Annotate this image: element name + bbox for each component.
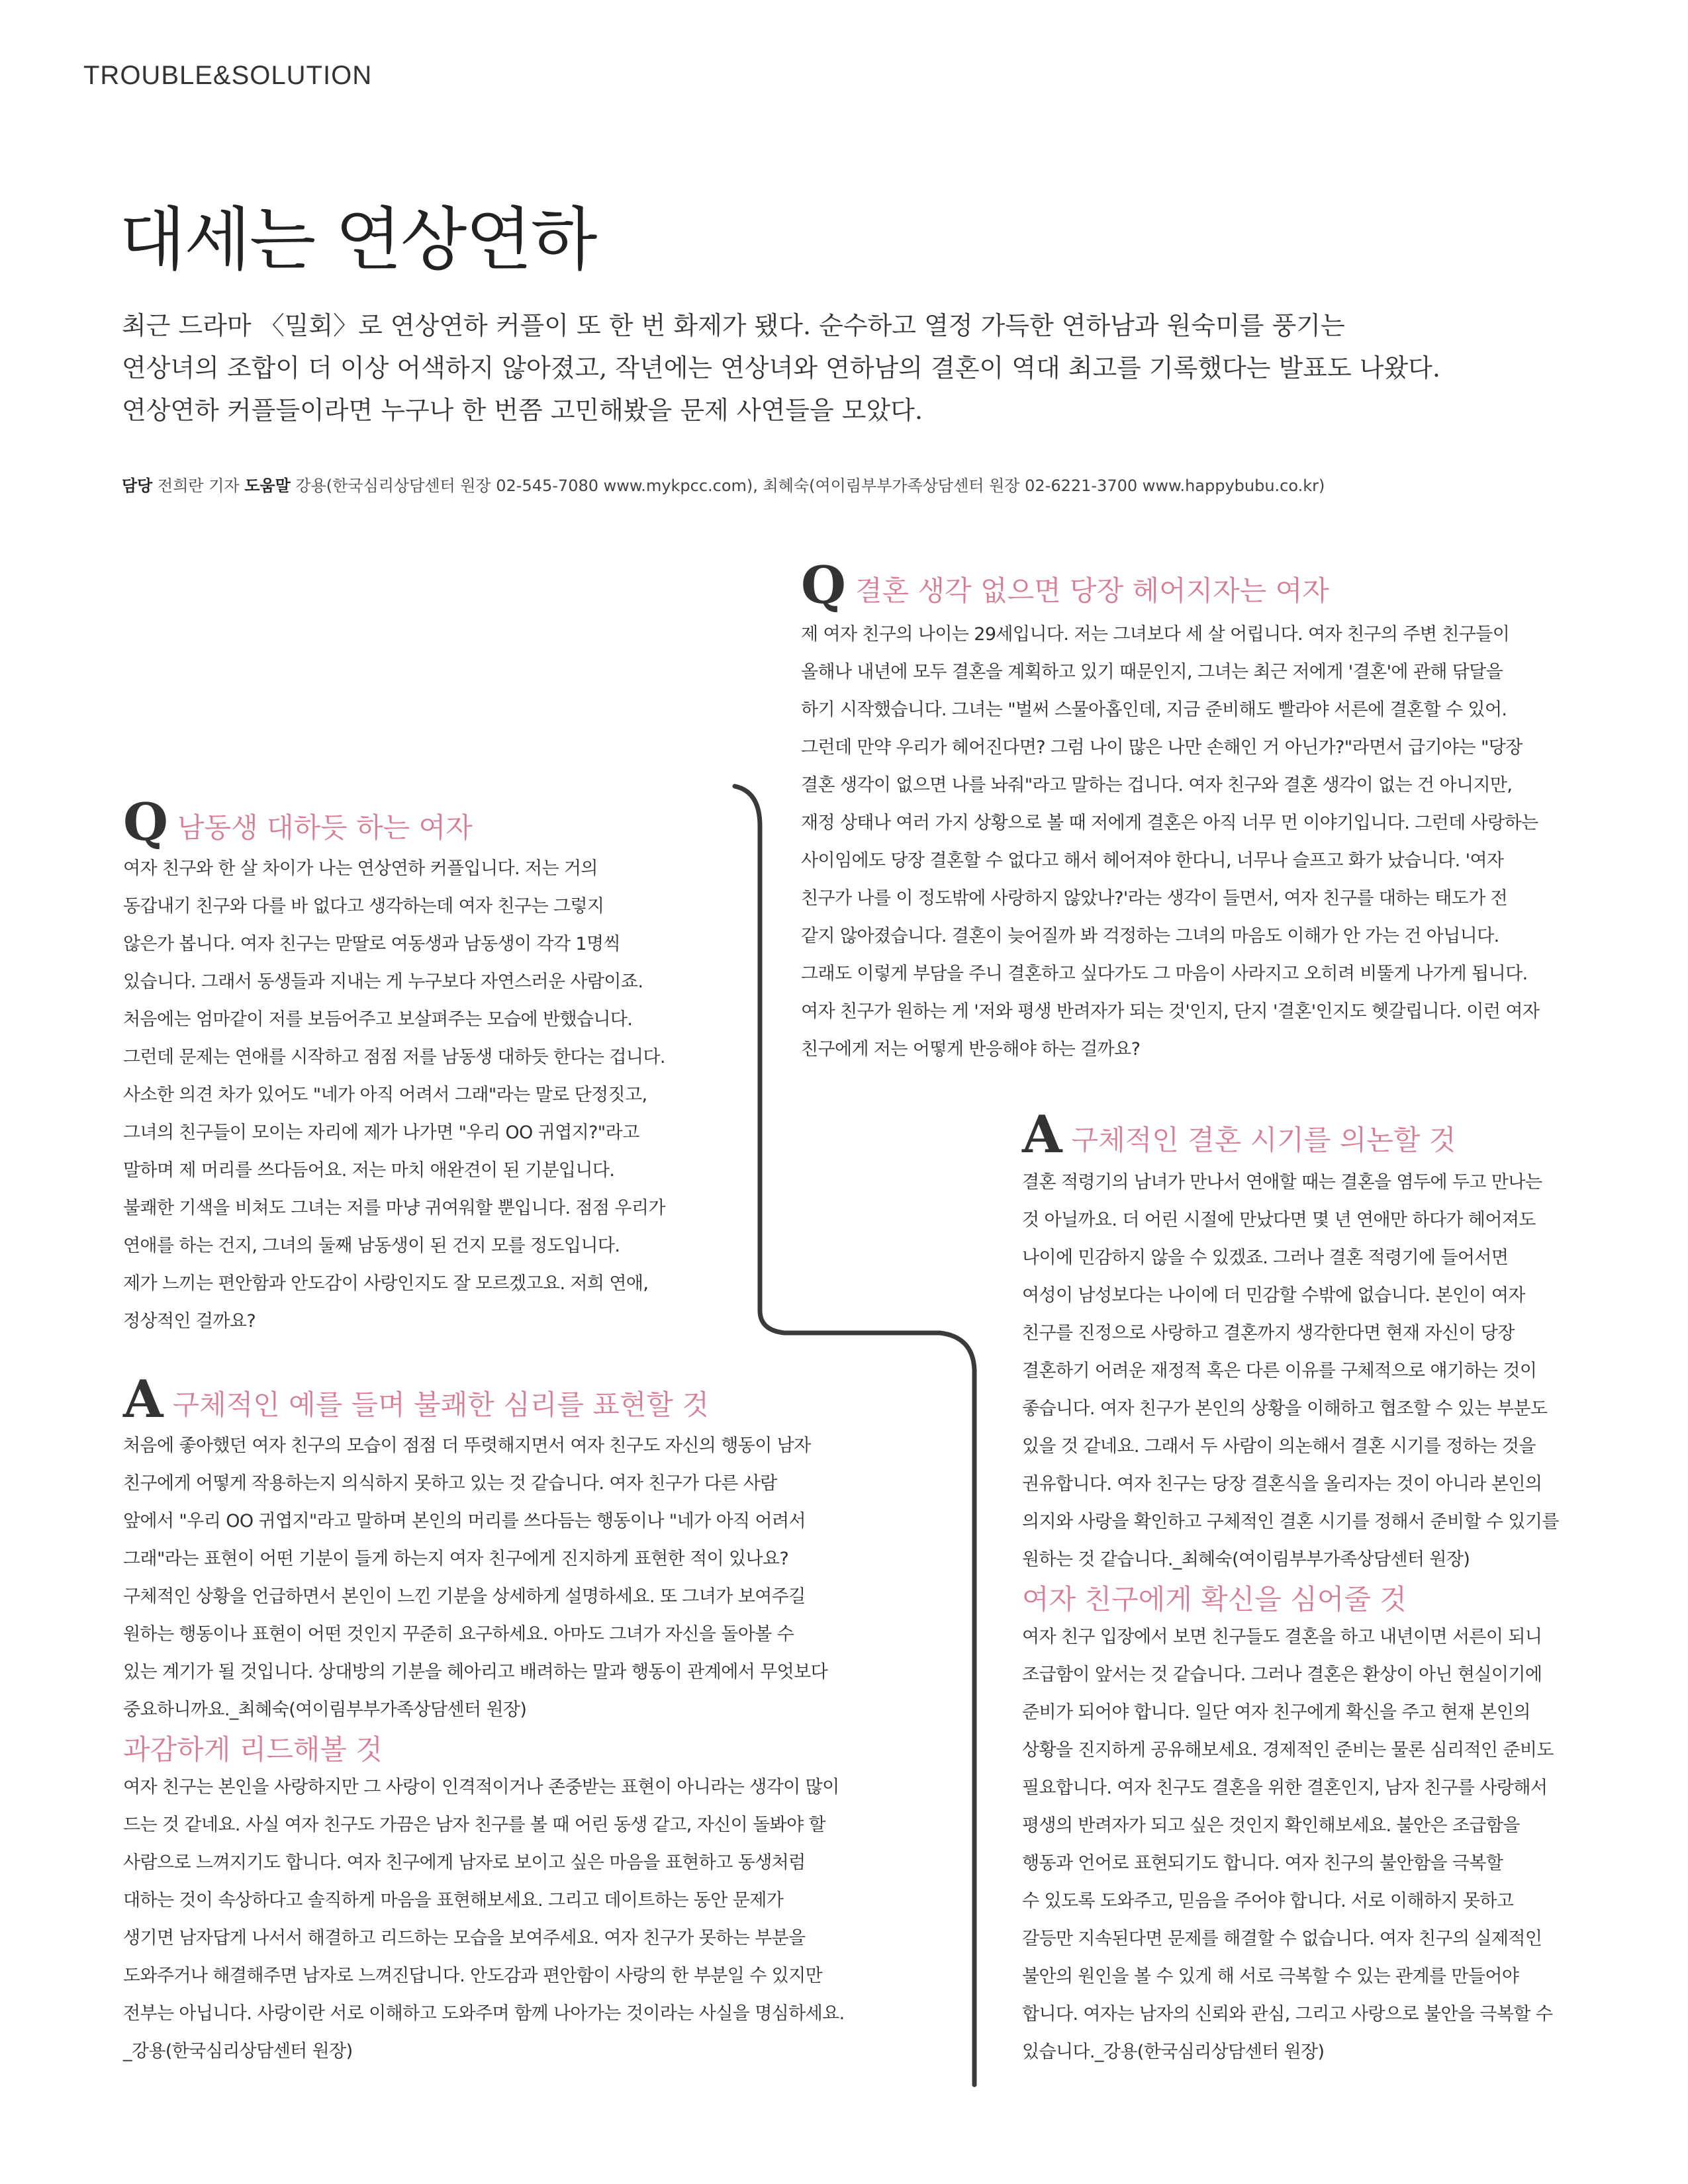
credits-help: 강용(한국심리상담센터 원장 02-545-7080 www.mykpcc.com), 최혜숙(여이림부부가족상담센터 원장 02-6221-3700 www.happybubu.co.kr) <box>295 477 1325 495</box>
body-line: 원하는 행동이나 표현이 어떤 것인지 꾸준히 요구하세요. 아마도 그녀가 자신을 돌아볼 수 <box>123 1624 794 1645</box>
body-line: 여자 친구는 본인을 사랑하지만 그 사랑이 인격적이거나 존중받는 표현이 아니라는 생각이 많이 <box>123 1777 839 1798</box>
answer-1-body-2 <box>1022 1618 1559 2071</box>
body-line: 친구가 나를 이 정도밖에 사랑하지 않았나?'라는 생각이 들면서, 여자 친구를 대하는 태도가 전 <box>801 888 1508 909</box>
intro <box>122 304 1618 432</box>
body-line: 불쾌한 기색을 비쳐도 그녀는 저를 마냥 귀여워할 뿐입니다. 점점 우리가 <box>123 1198 665 1219</box>
body-line: 중요하니까요._최혜숙(여이림부부가족상담센터 원장) <box>123 1700 527 1721</box>
q-letter: Q <box>123 792 168 852</box>
page-title: 대세는 연상연하 <box>119 199 596 280</box>
body-line: 합니다. 여자는 남자의 신뢰와 관심, 그리고 사랑으로 불안을 극복할 수 <box>1022 2004 1553 2025</box>
body-line: 여자 친구와 한 살 차이가 나는 연상연하 커플입니다. 저는 거의 <box>123 858 598 880</box>
question-1-heading <box>801 555 1539 615</box>
body-line: 결혼 생각이 없으면 나를 놔줘"라고 말하는 겁니다. 여자 친구와 결혼 생각이 없는 건 아니지만, <box>801 775 1513 796</box>
body-line: 여자 친구 입장에서 보면 친구들도 결혼을 하고 내년이면 서른이 되니 <box>1022 1627 1542 1648</box>
q-letter: Q <box>801 555 846 615</box>
question-2-title: 남동생 대하듯 하는 여자 <box>177 811 473 844</box>
body-line: 여자 친구가 원하는 게 '저와 평생 반려자가 되는 것'인지, 단지 '결혼'인지도 헷갈립니다. 이런 여자 <box>801 1001 1540 1023</box>
body-line: 그래도 이렇게 부담을 주니 결혼하고 싶다가도 그 마음이 사라지고 오히려 비뚤게 나가게 됩니다. <box>801 964 1528 985</box>
credits <box>122 473 1644 496</box>
body-line: 권유합니다. 여자 친구는 당장 결혼식을 올리자는 것이 아니라 본인의 <box>1022 1474 1542 1495</box>
body-line: 제가 느끼는 편안함과 안도감이 사랑인지도 잘 모르겠고요. 저희 연애, <box>123 1273 649 1295</box>
body-line: 결혼 적령기의 남녀가 만나서 연애할 때는 결혼을 염두에 두고 만나는 <box>1022 1172 1542 1193</box>
credits-editor-label: 담당 <box>122 477 153 495</box>
body-line: 필요합니다. 여자 친구도 결혼을 위한 결혼인지, 남자 친구를 사랑해서 <box>1022 1778 1548 1799</box>
body-line: 친구를 진정으로 사랑하고 결혼까지 생각한다면 현재 자신이 당장 <box>1022 1323 1515 1344</box>
body-line: 동갑내기 친구와 다를 바 없다고 생각하는데 여자 친구는 그렇지 <box>123 896 604 917</box>
body-line: 생기면 남자답게 나서서 해결하고 리드하는 모습을 보여주세요. 여자 친구가 못하는 부분을 <box>123 1928 806 1949</box>
answer-1-subheading: 여자 친구에게 확신을 심어줄 것 <box>1022 1583 1407 1616</box>
body-line: 좋습니다. 여자 친구가 본인의 상황을 이해하고 협조할 수 있는 부분도 <box>1022 1398 1548 1420</box>
answer-2-subheading: 과감하게 리드해볼 것 <box>123 1733 383 1766</box>
body-line: 준비가 되어야 합니다. 일단 여자 친구에게 확신을 주고 현재 본인의 <box>1022 1702 1530 1723</box>
body-line: 재정 상태나 여러 가지 상황으로 볼 때 저에게 결혼은 아직 너무 먼 이야기입니다. 그런데 사랑하는 <box>801 813 1538 834</box>
answer-1-body <box>1022 1163 1559 1578</box>
body-line: 행동과 언어로 표현되기도 합니다. 여자 친구의 불안함을 극복할 <box>1022 1853 1503 1874</box>
body-line: 친구에게 어떻게 작용하는지 의식하지 못하고 있는 것 같습니다. 여자 친구가 다른 사람 <box>123 1473 777 1494</box>
credits-help-label: 도움말 <box>244 477 291 495</box>
body-line: 불안의 원인을 볼 수 있게 해 서로 극복할 수 있는 관계를 만들어야 <box>1022 1966 1519 1987</box>
body-line: 그녀의 친구들이 모이는 자리에 제가 나가면 "우리 OO 귀엽지?"라고 <box>123 1122 639 1144</box>
body-line: 말하며 제 머리를 쓰다듬어요. 저는 마치 애완견이 된 기분입니다. <box>123 1160 615 1181</box>
credits-editor: 전희란 기자 <box>158 477 240 495</box>
question-2-heading <box>123 792 665 852</box>
intro-line: 연상녀의 조합이 더 이상 어색하지 않아졌고, 작년에는 연상녀와 연하남의 결혼이 역대 최고를 기록했다는 발표도 나왔다. <box>122 353 1440 383</box>
answer-2-title: 구체적인 예를 들며 불쾌한 심리를 표현할 것 <box>172 1388 709 1421</box>
body-line: 그런데 만약 우리가 헤어진다면? 그럼 나이 많은 나만 손해인 거 아닌가?"라면서 급기야는 "당장 <box>801 737 1523 758</box>
body-line: 사소한 의견 차가 있어도 "네가 아직 어려서 그래"라는 말로 단정짓고, <box>123 1085 647 1106</box>
body-line: 평생의 반려자가 되고 싶은 것인지 확인해보세요. 불안은 조급함을 <box>1022 1815 1520 1837</box>
answer-2-body-2 <box>123 1768 845 2070</box>
answer-1 <box>1022 1105 1559 2071</box>
body-line: 올해나 내년에 모두 결혼을 계획하고 있기 때문인지, 그녀는 최근 저에게 '결혼'에 관해 닦달을 <box>801 662 1503 683</box>
body-line: 드는 것 같네요. 사실 여자 친구도 가끔은 남자 친구를 볼 때 어린 동생 같고, 자신이 돌봐야 할 <box>123 1815 826 1836</box>
body-line: 처음에는 엄마같이 저를 보듬어주고 보살펴주는 모습에 반했습니다. <box>123 1009 633 1030</box>
body-line: 않은가 봅니다. 여자 친구는 맏딸로 여동생과 남동생이 각각 1명씩 <box>123 934 620 955</box>
body-line: 전부는 아닙니다. 사랑이란 서로 이해하고 도와주며 함께 나아가는 것이라는 사실을 명심하세요. <box>123 2003 845 2025</box>
body-line: 정상적인 걸까요? <box>123 1311 256 1332</box>
body-line: 여성이 남성보다는 나이에 더 민감할 수밖에 없습니다. 본인이 여자 <box>1022 1285 1525 1306</box>
intro-line: 연상연하 커플들이라면 누구나 한 번쯤 고민해봤을 문제 사연들을 모았다. <box>122 396 923 425</box>
body-line: 그런데 문제는 연애를 시작하고 점점 저를 남동생 대하듯 한다는 겁니다. <box>123 1047 665 1068</box>
answer-1-heading <box>1022 1105 1559 1165</box>
answer-2-heading <box>123 1369 845 1430</box>
question-1-body <box>801 615 1539 1068</box>
body-line: 사람으로 느껴지기도 합니다. 여자 친구에게 남자로 보이고 싶은 마음을 표현하고 동생처럼 <box>123 1852 806 1874</box>
section-tag: TROUBLE&SOLUTION <box>83 61 373 90</box>
body-line: 같지 않아졌습니다. 결혼이 늦어질까 봐 걱정하는 그녀의 마음도 이해가 안 가는 건 아닙니다. <box>801 926 1499 947</box>
body-line: 처음에 좋아했던 여자 친구의 모습이 점점 더 뚜렷해지면서 여자 친구도 자신의 행동이 남자 <box>123 1435 811 1457</box>
body-line: 친구에게 저는 어떻게 반응해야 하는 걸까요? <box>801 1039 1141 1060</box>
a-letter: A <box>1022 1105 1062 1165</box>
body-line: 원하는 것 같습니다._최혜숙(여이림부부가족상담센터 원장) <box>1022 1549 1470 1570</box>
a-letter: A <box>123 1369 164 1430</box>
body-line: 구체적인 상황을 언급하면서 본인이 느낀 기분을 상세하게 설명하세요. 또 그녀가 보여주길 <box>123 1586 806 1608</box>
intro-line: 최근 드라마 〈밀회〉로 연상연하 커플이 또 한 번 화제가 됐다. 순수하고 열정 가득한 연하남과 원숙미를 풍기는 <box>122 311 1345 340</box>
body-line: 대하는 것이 속상하다고 솔직하게 마음을 표현해보세요. 그리고 데이트하는 동안 문제가 <box>123 1890 784 1911</box>
body-line: 것 아닐까요. 더 어린 시절에 만났다면 몇 년 연애만 하다가 헤어져도 <box>1022 1210 1536 1231</box>
body-line: 상황을 진지하게 공유해보세요. 경제적인 준비는 물론 심리적인 준비도 <box>1022 1740 1554 1761</box>
body-line: 있습니다._강용(한국심리상담센터 원장) <box>1022 2042 1325 2063</box>
body-line: 수 있도록 도와주고, 믿음을 주어야 합니다. 서로 이해하지 못하고 <box>1022 1891 1514 1912</box>
body-line: _강용(한국심리상담센터 원장) <box>123 2041 353 2062</box>
question-2-body <box>123 850 665 1340</box>
body-line: 연애를 하는 건지, 그녀의 둘째 남동생이 된 건지 모를 정도입니다. <box>123 1236 620 1257</box>
body-line: 그래"라는 표현이 어떤 기분이 들게 하는지 여자 친구에게 진지하게 표현한 적이 있나요? <box>123 1549 789 1570</box>
body-line: 나이에 민감하지 않을 수 있겠죠. 그러나 결혼 적령기에 들어서면 <box>1022 1248 1509 1269</box>
body-line: 앞에서 "우리 OO 귀엽지"라고 말하며 본인의 머리를 쓰다듬는 행동이나 "네가 아직 어려서 <box>123 1511 806 1532</box>
answer-2-body <box>123 1427 845 1729</box>
body-line: 하기 시작했습니다. 그녀는 "벌써 스물아홉인데, 지금 준비해도 빨라야 서른에 결혼할 수 있어. <box>801 700 1507 721</box>
question-1-title: 결혼 생각 없으면 당장 헤어지자는 여자 <box>855 574 1329 607</box>
body-line: 조급함이 앞서는 것 같습니다. 그러나 결혼은 환상이 아닌 현실이기에 <box>1022 1664 1542 1686</box>
body-line: 결혼하기 어려운 재정적 혹은 다른 이유를 구체적으로 얘기하는 것이 <box>1022 1361 1537 1382</box>
body-line: 있는 계기가 될 것입니다. 상대방의 기분을 헤아리고 배려하는 말과 행동이 관계에서 무엇보다 <box>123 1662 828 1683</box>
body-line: 제 여자 친구의 나이는 29세입니다. 저는 그녀보다 세 살 어립니다. 여자 친구의 주변 친구들이 <box>801 624 1510 645</box>
answer-1-title: 구체적인 결혼 시기를 의논할 것 <box>1071 1123 1456 1156</box>
body-line: 있습니다. 그래서 동생들과 지내는 게 누구보다 자연스러운 사람이죠. <box>123 972 643 993</box>
answer-2 <box>123 1369 845 2070</box>
body-line: 의지와 사랑을 확인하고 구체적인 결혼 시기를 정해서 준비할 수 있기를 <box>1022 1512 1559 1533</box>
question-2 <box>123 792 665 1340</box>
body-line: 도와주거나 해결해주면 남자로 느껴진답니다. 안도감과 편안함이 사랑의 한 부분일 수 있지만 <box>123 1966 823 1987</box>
body-line: 있을 것 같네요. 그래서 두 사람이 의논해서 결혼 시기를 정하는 것을 <box>1022 1436 1536 1457</box>
question-1 <box>801 555 1540 1068</box>
body-line: 사이임에도 당장 결혼할 수 없다고 해서 헤어져야 한다니, 너무나 슬프고 화가 났습니다. '여자 <box>801 850 1504 872</box>
body-line: 갈등만 지속된다면 문제를 해결할 수 없습니다. 여자 친구의 실제적인 <box>1022 1929 1542 1950</box>
